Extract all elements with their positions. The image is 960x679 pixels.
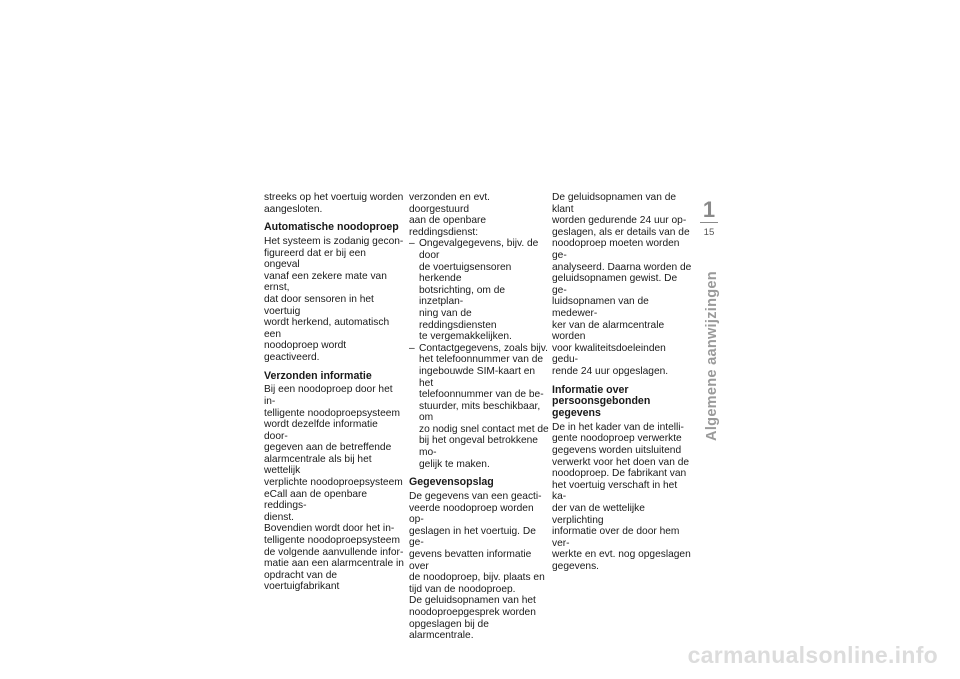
paragraph: verzonden en evt. doorgestuurd aan de openbare reddingsdienst: bbox=[409, 192, 490, 238]
bullet-list bbox=[409, 238, 549, 470]
paragraph: streeks op het voertuig worden aangesloten. bbox=[264, 192, 404, 215]
watermark: carmanualsonline.info bbox=[687, 642, 938, 668]
section-heading: Automatische noodoproep bbox=[264, 221, 399, 234]
section-heading: Gegevensopslag bbox=[409, 476, 494, 489]
text-column-2 bbox=[409, 192, 549, 642]
list-item: – Ongevalgegevens, bijv. de door de voertuigsensoren herkende botsrichting, om de inzetplan- ning van de reddingsdiensten te vergemakkelijken. bbox=[409, 238, 549, 342]
paragraph: De in het kader van de intelli- gente noodoproep verwerkte gegevens worden uitsluitend verwerkt voor het doen van de noodoproep. De fabrikant van het voertuig verschaft in het ka- der van de wettelijke verplichting informatie over de door hem ver- werkte en evt. nog opgeslagen gegevens. bbox=[552, 421, 691, 573]
paragraph: Het systeem is zodanig gecon- figureerd dat er bij een ongeval vanaf een zekere mate van ernst, dat door sensoren in het voertuig wordt herkend, automatisch een noodoproep wordt geactiveerd. bbox=[264, 235, 404, 363]
chapter-number: 1 bbox=[702, 197, 716, 222]
chapter-marker bbox=[697, 198, 721, 238]
paragraph: De geluidsopnamen van de klant worden gedurende 24 uur op- geslagen, als er details van de noodoproep moeten worden ge- analyseerd. Daarna worden de geluidsopnamen gewist. De ge- luidsopnamen van de medewer- ker van de alarmcentrale worden voor kwaliteitsdoeleinden gedu- rende 24 uur opgeslagen. bbox=[552, 192, 692, 377]
list-item: – Contactgegevens, zoals bijv. het telefoonnummer van de ingebouwde SIM-kaart en het telefoonnummer van de be- stuurder, mits beschikbaar, om zo nodig snel contact met de bij het ongeval betrokkene mo- gelijk te maken. bbox=[409, 343, 549, 471]
chapter-title: Algemene aanwijzingen bbox=[704, 271, 720, 441]
page-number: 15 bbox=[703, 227, 715, 238]
text-column-1 bbox=[264, 192, 404, 593]
chapter-divider bbox=[700, 222, 718, 223]
paragraph: De gegevens van een geacti- veerde noodoproep worden op- geslagen in het voertuig. De ge- gevens bevatten informatie over de noodoproep, bijv. plaats en tijd van de noodoproep. De geluidsopnamen van het noodoproepgesprek worden opgeslagen bij de alarmcentrale. bbox=[409, 491, 545, 642]
paragraph: Bij een noodoproep door het in- telligente noodoproepsysteem wordt dezelfde informatie door- gegeven aan de betreffende alarmcentrale als bij het wettelijk verplichte noodoproepsysteem eCall aan de openbare reddings- dienst. Bovendien wordt door het in- telligente noodoproepsysteem de volgende aanvullende infor- matie aan een alarmcentrale in opdracht van de voertuigfabrikant bbox=[264, 384, 404, 593]
section-heading: Informatie over persoonsgebonden gegevens bbox=[552, 383, 651, 420]
text-column-3 bbox=[552, 192, 692, 573]
section-heading: Verzonden informatie bbox=[264, 369, 372, 382]
